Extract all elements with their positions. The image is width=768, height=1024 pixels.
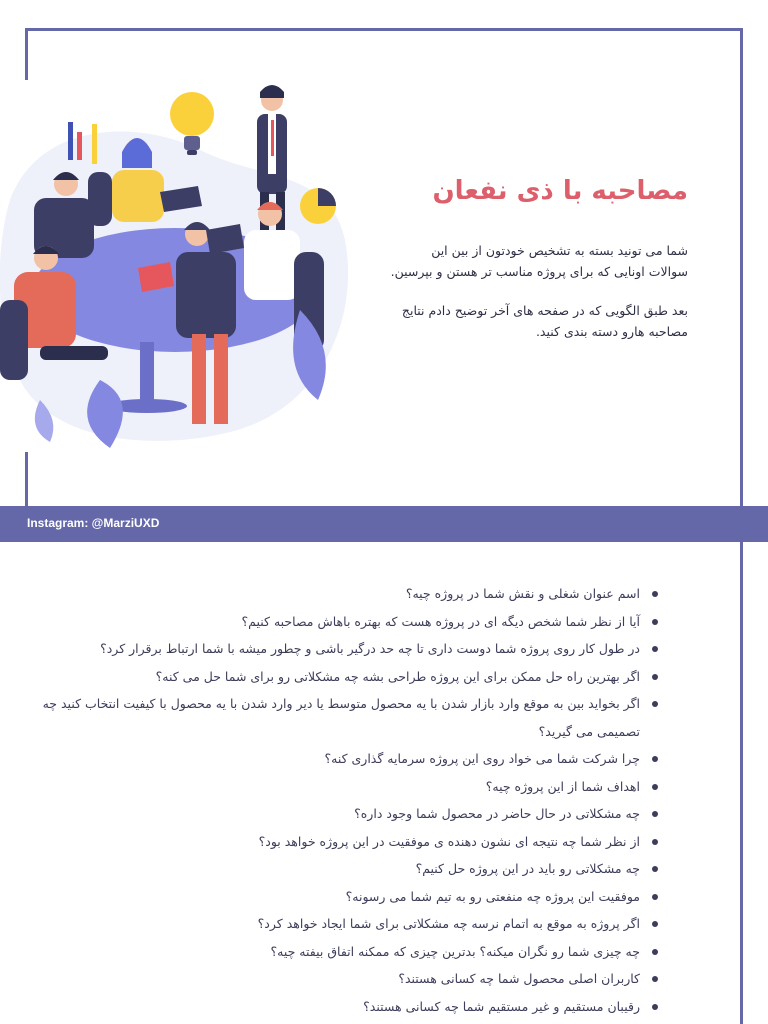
list-item: اگر بخواید بین به موقع وارد بازار شدن با یه محصول متوسط یا دیر وارد شدن با یه محصول با کیفیت انتخاب کنید چه تصمیمی می گیرید؟: [38, 690, 658, 745]
pie-chart-icon: [300, 188, 336, 224]
frame-left-border-upper: [25, 28, 28, 80]
frame-right-border-lower: [740, 542, 743, 1024]
list-item: از نظر شما چه نتیجه ای نشون دهنده ی موفقیت در این پروژه خواهد بود؟: [38, 828, 658, 856]
list-item: چه مشکلاتی رو باید در این پروژه حل کنیم؟: [38, 855, 658, 883]
list-item: موفقیت این پروژه چه منفعتی رو به تیم شما می رسونه؟: [38, 883, 658, 911]
list-item: اهداف شما از این پروژه چیه؟: [38, 773, 658, 801]
intro-paragraph-2: بعد طبق الگویی که در صفحه های آخر توضیح دادم نتایج مصاحبه هارو دسته بندی کنید.: [401, 303, 688, 339]
list-item: چه چیزی شما رو نگران میکنه؟ بدترین چیزی که ممکنه اتفاق بیفته چیه؟: [38, 938, 658, 966]
page-title: مصاحبه با ذی نفعان: [432, 176, 688, 206]
team-meeting-illustration: [0, 80, 360, 450]
list-item: آیا از نظر شما شخص دیگه ای در پروژه هست که بهتره باهاش مصاحبه کنیم؟: [38, 608, 658, 636]
list-item: رقیبان مستقیم و غیر مستقیم شما چه کسانی هستند؟: [38, 993, 658, 1021]
frame-top-border: [25, 28, 743, 31]
list-item: اگر پروژه به موقع به اتمام نرسه چه مشکلاتی برای شما ایجاد خواهد کرد؟: [38, 910, 658, 938]
list-item: چرا شرکت شما می خواد روی این پروژه سرمایه گذاری کنه؟: [38, 745, 658, 773]
list-item: اسم عنوان شغلی و نقش شما در پروژه چیه؟: [38, 580, 658, 608]
intro-paragraph-1: شما می تونید بسته به تشخیص خودتون از بین این سوالات اونایی که برای پروژه مناسب تر هستن و بپرسین.: [390, 243, 688, 279]
list-item: اگر بهترین راه حل ممکن برای این پروژه طراحی بشه چه مشکلاتی رو برای شما حل می کنه؟: [38, 663, 658, 691]
instagram-handle: Instagram: @MarziUXD: [27, 516, 160, 530]
frame-left-border-lower: [25, 452, 28, 506]
frame-right-border: [740, 28, 743, 506]
list-item: در طول کار روی پروژه شما دوست داری تا چه حد درگیر باشی و چطور میشه با شما ارتباط برقرار کرد؟: [38, 635, 658, 663]
list-item: کاربران اصلی محصول شما چه کسانی هستند؟: [38, 965, 658, 993]
question-list: [38, 580, 658, 1020]
intro-text: [388, 240, 688, 360]
instagram-banner: [0, 506, 768, 542]
list-item: چه مشکلاتی در حال حاضر در محصول شما وجود داره؟: [38, 800, 658, 828]
